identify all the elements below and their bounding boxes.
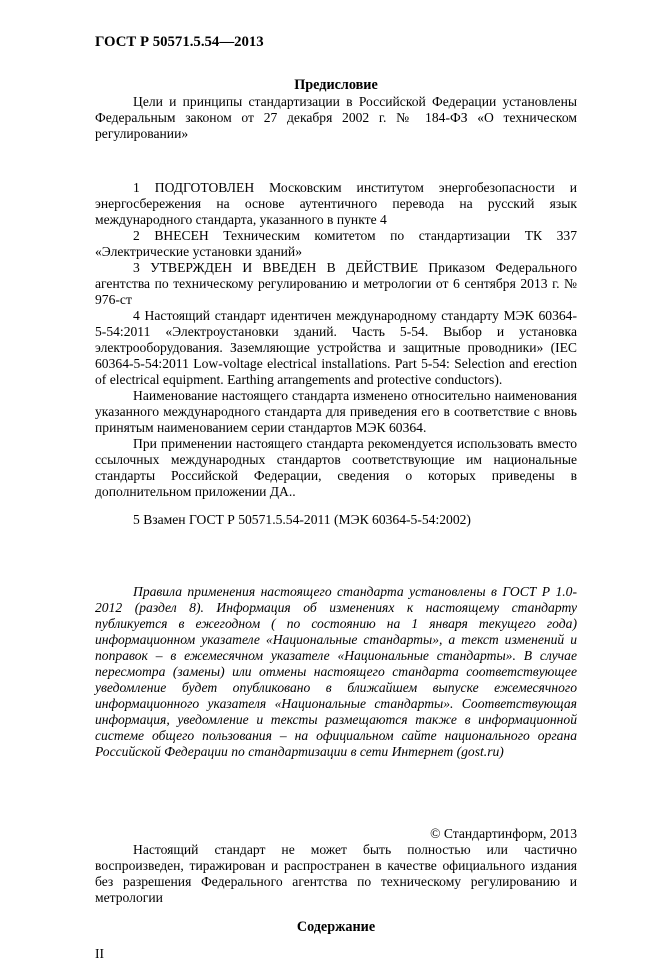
preface-heading: Предисловие <box>294 77 378 93</box>
application-rules-note: Правила применения настоящего стандарта установлены в ГОСТ Р 1.0-2012 (раздел 8). Информация об изменениях к настоящему стандарту публикуется в ежегодном ( по состоянию на 1 января текущего года) информационном указателе «Национальные стандарты», а текст изменений и поправок – в ежемесячном указателе «Национальные стандарты». В случае пересмотра (замены) или отмены настоящего стандарта соответствующее уведомление будет опубликовано в ближайшем выпуске ежемесячного информационного указателя «Национальные стандарты». Соответствующая информация, уведомление и тексты размещаются также в информационной системе общего пользования – на официальном сайте национального органа Российской Федерации по стандартизации в сети Интернет (gost.ru) <box>95 584 577 759</box>
preface-item-2-submitted: 2 ВНЕСЕН Техническим комитетом по стандартизации ТК 337 «Электрические установки зданий» <box>95 228 577 259</box>
reproduction-restriction-paragraph: Настоящий стандарт не может быть полностью или частично воспроизведен, тиражирован и распространен в качестве официального издания без разрешения Федерального агентства по техническому регулированию и метрологии <box>95 842 577 905</box>
preface-application-paragraph: При применении настоящего стандарта рекомендуется использовать вместо ссылочных международных стандартов соответствующие им национальные стандарты Российской Федерации, сведения о которых приведены в дополнительном приложении ДА.. <box>95 436 577 499</box>
page-number: II <box>95 946 105 961</box>
contents-heading: Содержание <box>296 919 376 935</box>
copyright-line: © Стандартинформ, 2013 <box>430 826 577 841</box>
document-code-header: ГОСТ Р 50571.5.54—2013 <box>95 34 264 50</box>
preface-item-3-approved: 3 УТВЕРЖДЕН И ВВЕДЕН В ДЕЙСТВИЕ Приказом Федерального агентства по техническому регулированию и метрологии от 6 сентября 2013 г. № 976-ст <box>95 260 577 307</box>
preface-intro-paragraph: Цели и принципы стандартизации в Российской Федерации установлены Федеральным законом от 27 декабря 2002 г. № 184-ФЗ «О техническом регулировании» <box>95 94 577 141</box>
preface-name-change-paragraph: Наименование настоящего стандарта изменено относительно наименования указанного международного стандарта для приведения его в соответствие с вновь принятым наименованием серии стандартов МЭК 60364. <box>95 388 577 435</box>
preface-item-5-replaces: 5 Взамен ГОСТ Р 50571.5.54-2011 (МЭК 60364-5-54:2002) <box>133 512 471 527</box>
preface-item-4-identical: 4 Настоящий стандарт идентичен международному стандарту МЭК 60364-5-54:2011 «Электроустановки зданий. Часть 5-54. Выбор и установка электрооборудования. Заземляющие устройства и защитные проводники» (IEC 60364-5-54:2011 Low-voltage electrical installations. Part 5-54: Selection and erection of electrical equipment. Earthing arrangements and protective conductors). <box>95 308 577 387</box>
preface-item-1-prepared: 1 ПОДГОТОВЛЕН Московским институтом энергобезопасности и энергосбережения на основе аутентичного перевода на русский язык международного стандарта, указанного в пункте 4 <box>95 180 577 227</box>
